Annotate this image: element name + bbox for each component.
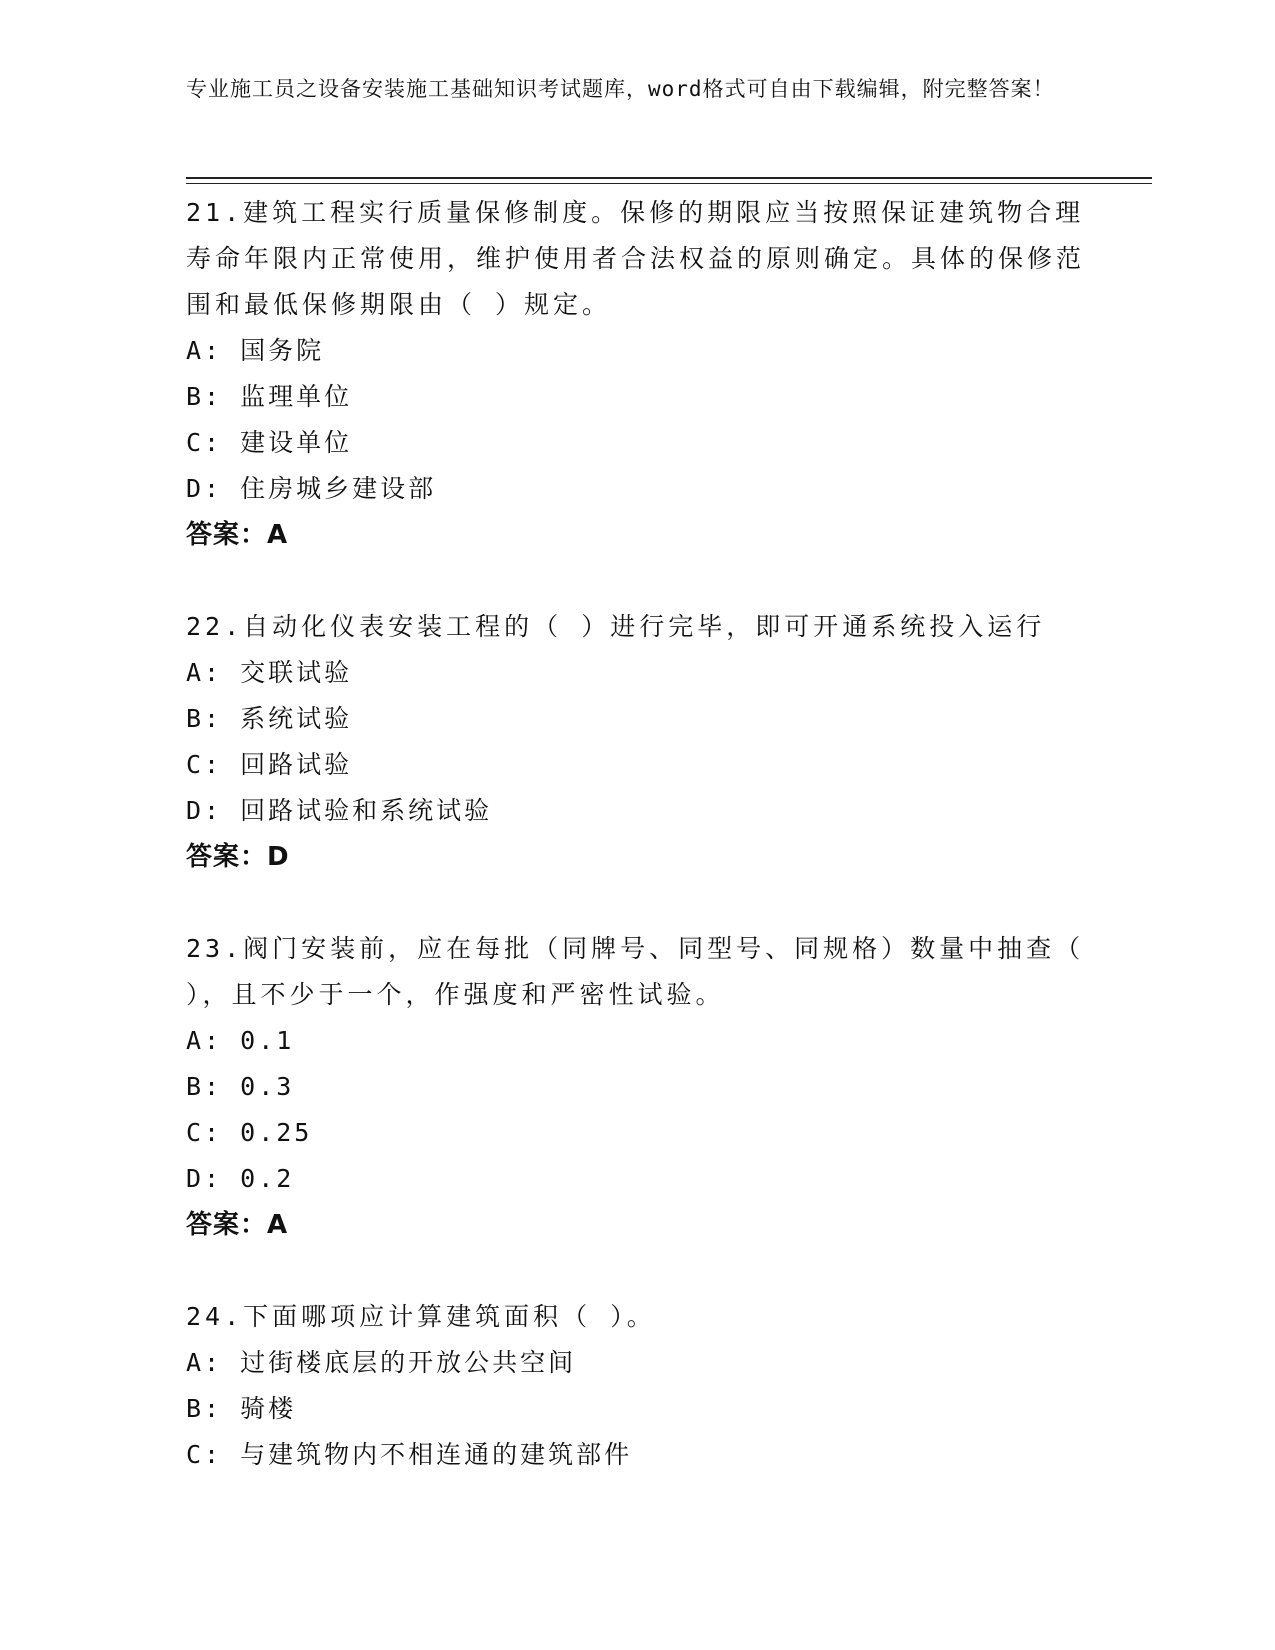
option-d: D: 回路试验和系统试验 [186,796,493,825]
question-spacer [186,1248,1086,1294]
question-23 [186,926,1086,1248]
question-text: 23.阀门安装前，应在每批（同牌号、同型号、同规格）数量中抽查（ ），且不少于一个，作强度和严密性试验。 [186,934,1085,1009]
option-a: A: 交联试验 [186,658,353,687]
option-c: C: 0.25 [186,1118,313,1147]
question-spacer [186,880,1086,926]
answer-label: 答案：A [186,520,289,550]
option-d: D: 0.2 [186,1164,295,1193]
document-header: 专业施工员之设备安装施工基础知识考试题库，word格式可自由下载编辑，附完整答案！ [186,77,1055,101]
answer-label: 答案：D [186,842,290,872]
question-24 [186,1294,1086,1478]
option-b: B: 骑楼 [186,1394,297,1423]
question-text: 22.自动化仪表安装工程的（ ）进行完毕，即可开通系统投入运行 [186,612,1046,641]
option-b: B: 系统试验 [186,704,353,733]
option-c: C: 回路试验 [186,750,353,779]
option-c: C: 与建筑物内不相连通的建筑部件 [186,1440,633,1469]
question-text: 21.建筑工程实行质量保修制度。保修的期限应当按照保证建筑物合理寿命年限内正常使用，维护使用者合法权益的原则确定。具体的保修范围和最低保修期限由（ ）规定。 [186,198,1086,319]
header-divider-thin [186,183,1152,184]
option-b: B: 0.3 [186,1072,295,1101]
question-21 [186,190,1086,558]
question-text: 24.下面哪项应计算建筑面积（ ）。 [186,1302,656,1331]
option-a: A: 过街楼底层的开放公共空间 [186,1348,577,1377]
question-spacer [186,558,1086,604]
option-d: D: 住房城乡建设部 [186,474,437,503]
question-list [186,190,1086,1478]
option-a: A: 国务院 [186,336,325,365]
option-c: C: 建设单位 [186,428,353,457]
option-a: A: 0.1 [186,1026,295,1055]
question-22 [186,604,1086,880]
header-divider [186,177,1152,179]
option-b: B: 监理单位 [186,382,353,411]
answer-label: 答案：A [186,1210,289,1240]
